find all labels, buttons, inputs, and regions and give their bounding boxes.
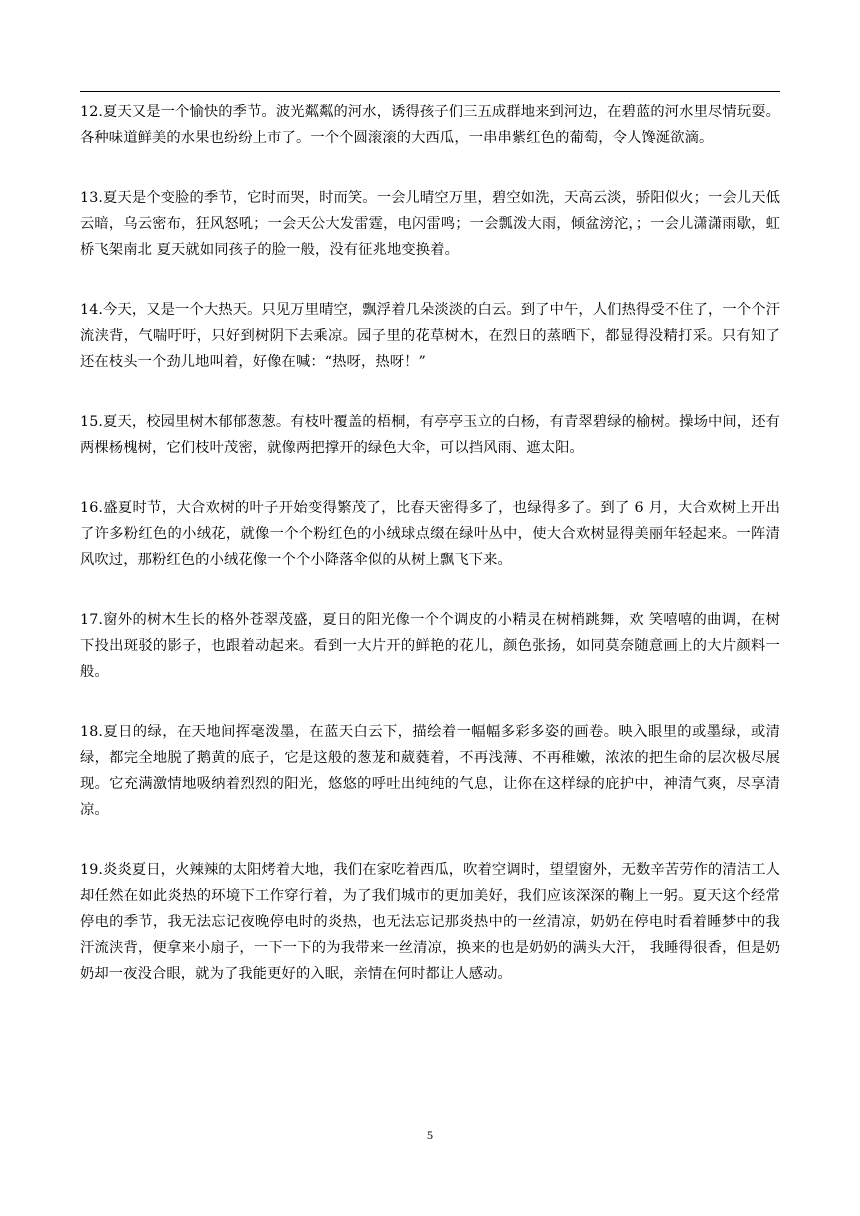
page-number: 5 xyxy=(427,1128,433,1142)
paragraph-18: 18.夏日的绿，在天地间挥毫泼墨，在蓝天白云下，描绘着一幅幅多彩多姿的画卷。映入眼里的或墨绿，或清绿，都完全地脱了鹅黄的底子，它是这般的葱茏和葳蕤着，不再浅薄、不再稚嫩，浓浓的把生命的层次极尽展现。它充满激情地吸纳着烈烈的阳光，悠悠的呼吐出纯纯的气息，让你在这样绿的庇护中，神清气爽，尽享清凉。 xyxy=(80,724,780,818)
paragraph-13: 13.夏天是个变脸的季节，它时而哭，时而笑。一会儿晴空万里，碧空如洗，天高云淡，骄阳似火；一会儿天低云暗，乌云密布，狂风怒吼；一会天公大发雷霆，电闪雷鸣；一会瓢泼大雨，倾盆滂沱，；一会儿潇潇雨歇，虹桥飞架南北 夏天就如同孩子的脸一般，没有征兆地变换着。 xyxy=(80,190,780,258)
document-body xyxy=(80,99,780,1021)
paragraph-16: 16.盛夏时节，大合欢树的叶子开始变得繁茂了，比春天密得多了，也绿得多了。到了 6 月，大合欢树上开出了许多粉红色的小绒花，就像一个个粉红色的小绒球点缀在绿叶丛中，使大合欢树显得美丽年轻起来。一阵清风吹过，那粉红色的小绒花像一个个小降落伞似的从树上飘飞下来。 xyxy=(80,500,780,568)
header-rule xyxy=(80,91,780,92)
paragraph-19: 19.炎炎夏日，火辣辣的太阳烤着大地，我们在家吃着西瓜，吹着空调时，望望窗外，无数辛苦劳作的清洁工人却任然在如此炎热的环境下工作穿行着，为了我们城市的更加美好，我们应该深深的鞠上一躬。夏天这个经常停电的季节，我无法忘记夜晚停电时的炎热，也无法忘记那炎热中的一丝清凉，奶奶在停电时看着睡梦中的我汗流浃背，便拿来小扇子，一下一下的为我带来一丝清凉，换来的也是奶奶的满头大汗， 我睡得很香，但是奶奶却一夜没合眼，就为了我能更好的入眠，亲情在何时都让人感动。 xyxy=(80,862,780,982)
paragraph-12: 12.夏天又是一个愉快的季节。波光粼粼的河水，诱得孩子们三五成群地来到河边，在碧蓝的河水里尽情玩耍。各种味道鲜美的水果也纷纷上市了。一个个圆滚滚的大西瓜，一串串紫红色的葡萄，令人馋涎欲滴。 xyxy=(80,104,780,146)
paragraph-17: 17.窗外的树木生长的格外苍翠茂盛，夏日的阳光像一个个调皮的小精灵在树梢跳舞，欢 笑嘻嘻的曲调，在树下投出斑驳的影子，也跟着动起来。看到一大片开的鲜艳的花儿，颜色张扬，如同莫奈随意画上的大片颜料一般。 xyxy=(80,612,780,680)
paragraph-15: 15.夏天，校园里树木郁郁葱葱。有枝叶覆盖的梧桐，有亭亭玉立的白杨，有青翠碧绿的榆树。操场中间，还有两棵杨槐树，它们枝叶茂密，就像两把撑开的绿色大伞，可以挡风雨、遮太阳。 xyxy=(80,414,780,456)
paragraph-14: 14.今天，又是一个大热天。只见万里晴空，飘浮着几朵淡淡的白云。到了中午，人们热得受不住了，一个个汗流浃背，气喘吁吁，只好到树阴下去乘凉。园子里的花草树木，在烈日的蒸晒下，都显得没精打采。只有知了还在枝头一个劲儿地叫着，好像在喊：“热呀，热呀！” xyxy=(80,302,780,370)
